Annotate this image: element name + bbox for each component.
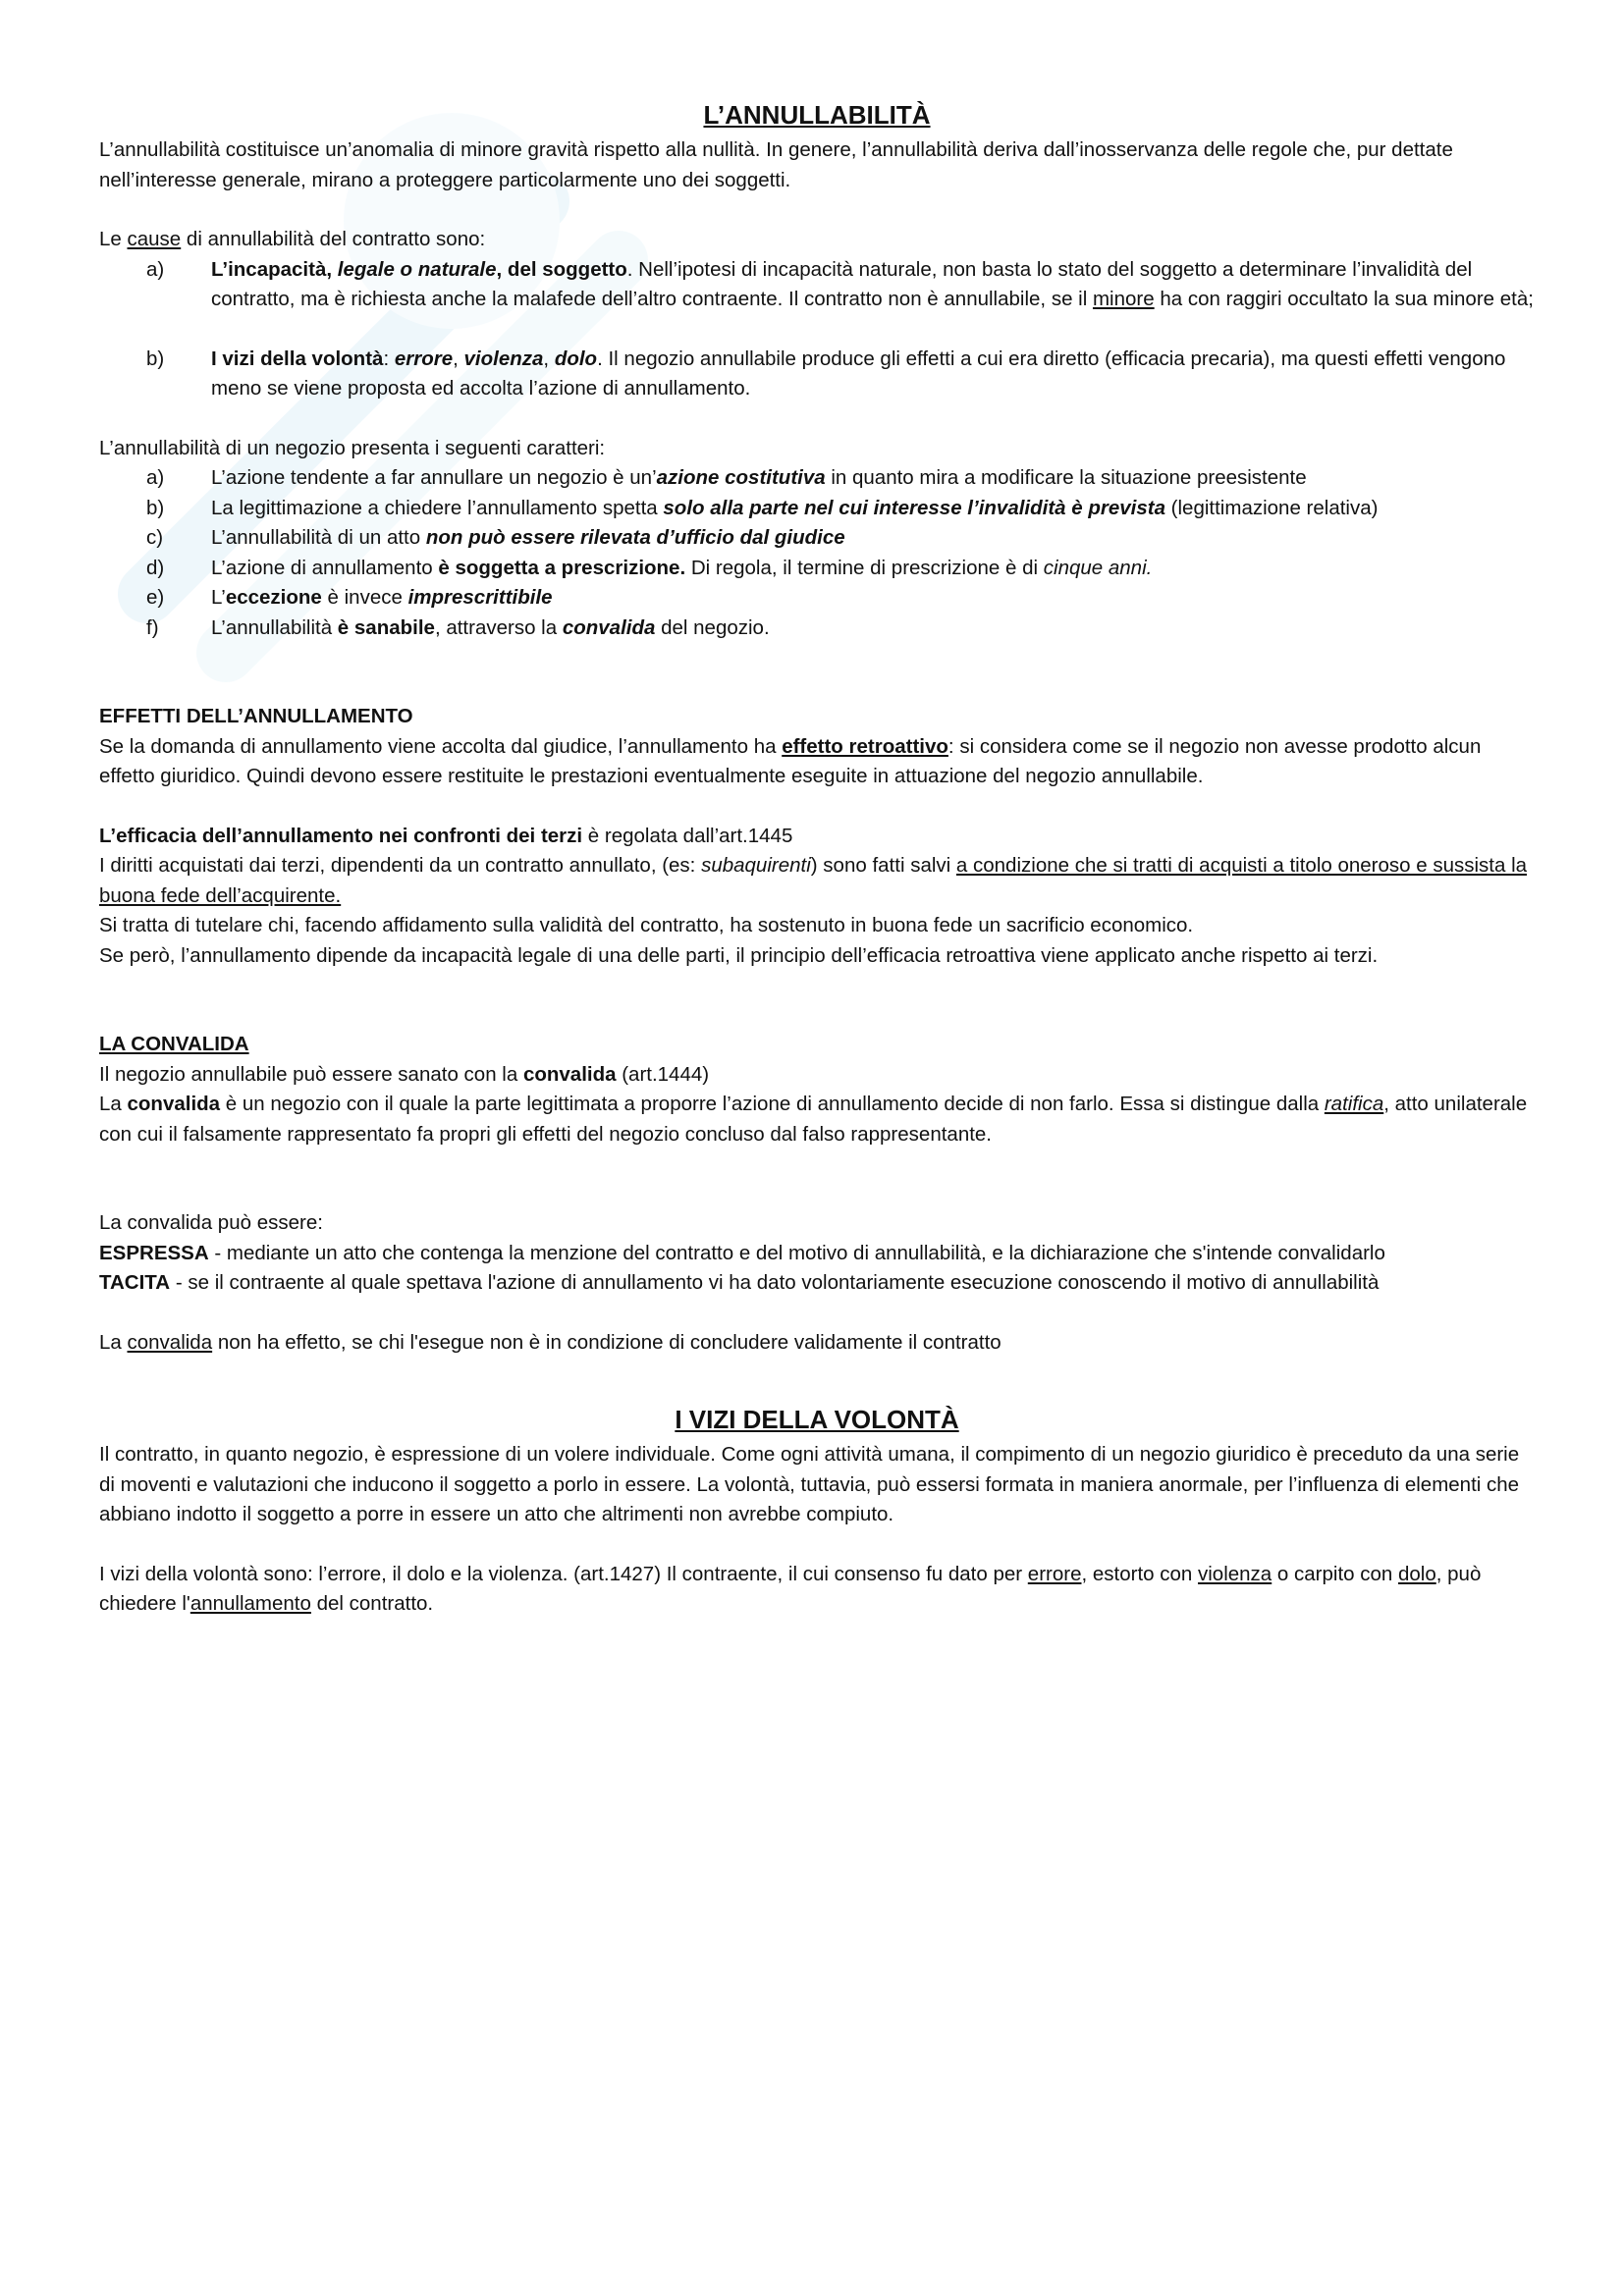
effetti-paragraph-1: Se la domanda di annullamento viene accolta dal giudice, l’annullamento ha effetto retroattivo: si considera come se il negozio non avesse prodotto alcun effetto giuridico. Quindi devono essere restituite le prestazioni eventualmente eseguite in attuazione del negozio annullabile. [99, 734, 1482, 787]
cause-item-b: b) I vizi della volontà: errore, violenza, dolo. Il negozio annullabile produce gli effetti a cui era diretto (efficacia precaria), ma questi effetti vengono meno se viene proposta ed accolta l’azione di annullamento. [146, 347, 1506, 400]
convalida-paragraph-2: La convalida è un negozio con il quale la parte legittimata a proporre l’azione di annullamento decide di non farlo. Essa si distingue dalla ratifica, atto unilaterale con cui il falsamente rappresentato fa propri gli effetti del negozio concluso dal falso rappresentante. [99, 1093, 1528, 1146]
characters-intro: L’annullabilità di un negozio presenta i seguenti caratteri: [99, 436, 606, 459]
causes-intro: Le cause di annullabilità del contratto sono: [99, 228, 486, 250]
effetti-paragraph-4: Si tratta di tutelare chi, facendo affidamento sulla validità del contratto, ha sostenuto in buona fede un sacrificio economico. [99, 914, 1194, 936]
char-item-d: d) L’azione di annullamento è soggetta a prescrizione. Di regola, il termine di prescrizione è di cinque anni. [146, 556, 1153, 579]
convalida-heading: LA CONVALIDA [99, 1033, 249, 1055]
char-item-c: c) L’annullabilità di un atto non può essere rilevata d’ufficio dal giudice [146, 526, 845, 549]
convalida-paragraph-4: La convalida non ha effetto, se chi l'esegue non è in condizione di concludere validamente il contratto [99, 1330, 1001, 1354]
effetti-terzi-line: L’efficacia dell’annullamento nei confronti dei terzi è regolata dall’art.1445 [99, 824, 793, 847]
effetti-heading: EFFETTI DELL’ANNULLAMENTO [99, 705, 413, 727]
cause-item-a: a) L’incapacità, legale o naturale, del soggetto. Nell’ipotesi di incapacità naturale, non basta lo stato del soggetto a determinare l’invalidità del contratto, ma è richiesta anche la malafede dell’altro contraente. Il contratto non è annullabile, se il minore ha con raggiri occultato la sua minore età; [146, 257, 1534, 310]
char-item-a: a) L’azione tendente a far annullare un negozio è un’azione costitutiva in quanto mira a modificare la situazione preesistente [146, 466, 1307, 489]
convalida-tacita: TACITA - se il contraente al quale spettava l'azione di annullamento vi ha dato volontariamente esecuzione conoscendo il motivo di annullabilità [99, 1271, 1380, 1294]
list-spacer [99, 315, 1535, 345]
convalida-types-intro: La convalida può essere: [99, 1211, 323, 1234]
vizi-paragraph-2: I vizi della volontà sono: l’errore, il dolo e la violenza. (art.1427) Il contraente, il cui consenso fu dato per errore, estorto con violenza o carpito con dolo, può chiedere l'annullamento del contratto. [99, 1562, 1482, 1615]
vizi-paragraph-1: Il contratto, in quanto negozio, è espressione di un volere individuale. Come ogni attività umana, il compimento di un negozio giuridico è preceduto da una serie di moventi e valutazioni che inducono il soggetto a porlo in essere. La volontà, tuttavia, può essersi formata in maniera anormale, per l’influenza di elementi che abbiano indotto il soggetto a porre in essere un atto che altrimenti non avrebbe compiuto. [99, 1443, 1520, 1525]
char-item-f: f) L’annullabilità è sanabile, attraverso la convalida del negozio. [146, 615, 770, 639]
effetti-paragraph-5: Se però, l’annullamento dipende da incapacità legale di una delle parti, il principio dell’efficacia retroattiva viene applicato anche rispetto ai terzi. [99, 943, 1379, 967]
intro-paragraph: L’annullabilità costituisce un’anomalia di minore gravità rispetto alla nullità. In genere, l’annullabilità deriva dall’inosservanza delle regole che, pur dettate nell’interesse generale, mirano a proteggere particolarmente uno dei soggetti. [99, 138, 1453, 191]
convalida-espressa: ESPRESSA - mediante un atto che contenga la menzione del contratto e del motivo di annullabilità, e la dichiarazione che s'intende convalidarlo [99, 1241, 1385, 1264]
char-item-e: e) L’eccezione è invece imprescrittibile [146, 586, 553, 609]
title-vizi-volonta: I VIZI DELLA VOLONTÀ [675, 1405, 959, 1434]
causes-list [99, 255, 1535, 404]
title-annullabilita: L’ANNULLABILITÀ [703, 100, 931, 130]
effetti-paragraph-3: I diritti acquistati dai terzi, dipendenti da un contratto annullato, (es: subaquirenti) sono fatti salvi a condizione che si tratti di acquisti a titolo oneroso e sussista la buona fede dell’acquirente. [99, 854, 1528, 907]
char-item-b: b) La legittimazione a chiedere l’annullamento spetta solo alla parte nel cui interesse l’invalidità è prevista (legittimazione relativa) [146, 496, 1379, 519]
document-page [99, 98, 1535, 1620]
convalida-paragraph-1: Il negozio annullabile può essere sanato con la convalida (art.1444) [99, 1062, 710, 1086]
characters-list [99, 463, 1535, 643]
